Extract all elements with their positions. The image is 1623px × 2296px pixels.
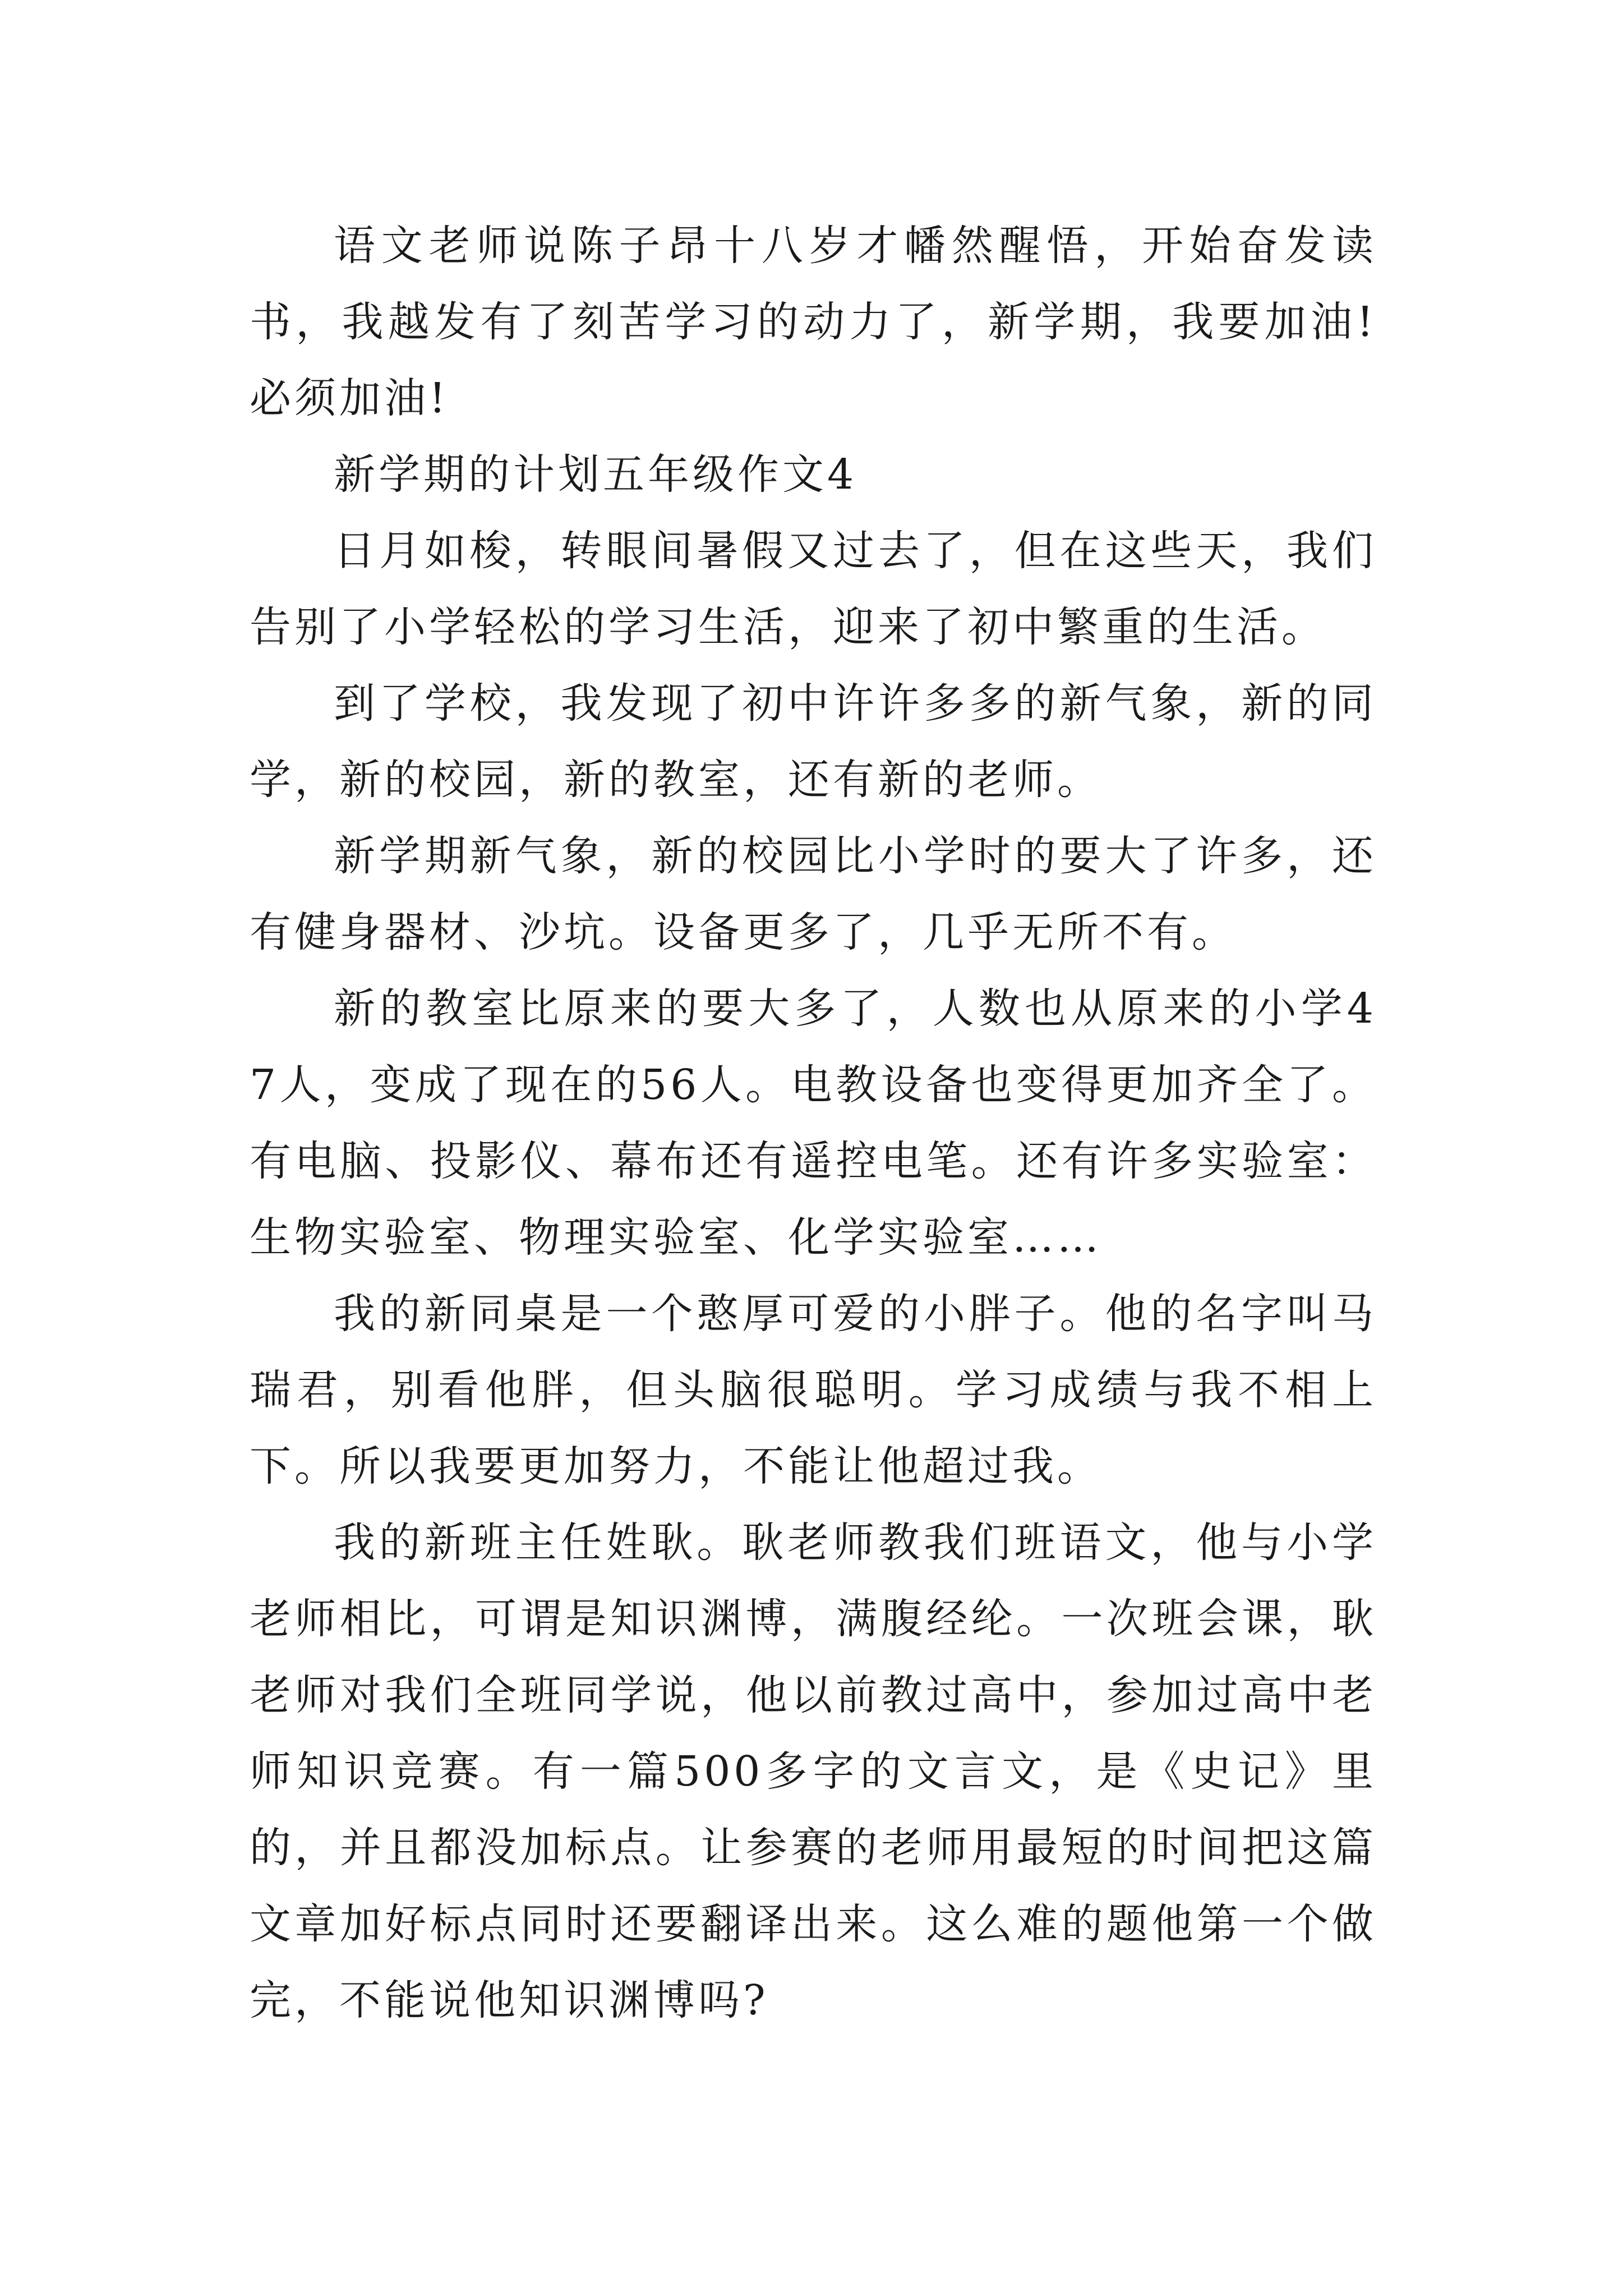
paragraph-1: 语文老师说陈子昂十八岁才幡然醒悟，开始奋发读书，我越发有了刻苦学习的动力了，新学期，我要加油!必须加油! bbox=[250, 222, 1377, 422]
document-body bbox=[250, 208, 1377, 2039]
paragraph-3: 到了学校，我发现了初中许许多多的新气象，新的同学，新的校园，新的教室，还有新的老师。 bbox=[250, 679, 1377, 804]
section-heading: 新学期的计划五年级作文4 bbox=[334, 450, 857, 499]
paragraph-7: 我的新班主任姓耿。耿老师教我们班语文，他与小学老师相比，可谓是知识渊博，满腹经纶。一次班会课，耿老师对我们全班同学说，他以前教过高中，参加过高中老师知识竞赛。有一篇500多字的文言文，是《史记》里的，并且都没加标点。让参赛的老师用最短的时间把这篇文章加好标点同时还要翻译出来。这么难的题他第一个做完，不能说他知识渊博吗? bbox=[250, 1519, 1377, 2024]
paragraph-5: 新的教室比原来的要大多了，人数也从原来的小学47人，变成了现在的56人。电教设备也变得更加齐全了。有电脑、投影仪、幕布还有遥控电笔。还有许多实验室：生物实验室、物理实验室、化学实验室…… bbox=[250, 984, 1377, 1262]
paragraph-6: 我的新同桌是一个憨厚可爱的小胖子。他的名字叫马瑞君，别看他胖，但头脑很聪明。学习成绩与我不相上下。所以我要更加努力，不能让他超过我。 bbox=[250, 1290, 1377, 1490]
paragraph-4: 新学期新气象，新的校园比小学时的要大了许多，还有健身器材、沙坑。设备更多了，几乎无所不有。 bbox=[250, 832, 1377, 956]
paragraph-2: 日月如梭，转眼间暑假又过去了，但在这些天，我们告别了小学轻松的学习生活，迎来了初中繁重的生活。 bbox=[250, 527, 1377, 651]
